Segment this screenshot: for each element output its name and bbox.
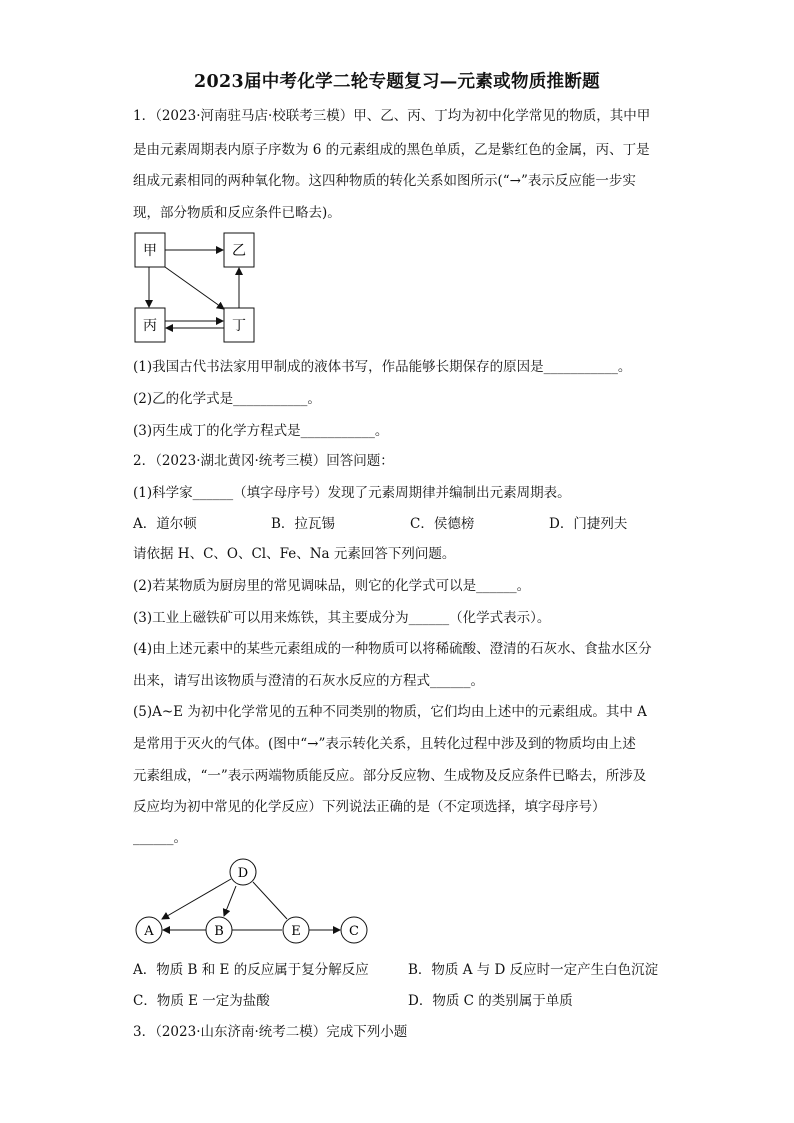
node-d [230, 859, 256, 885]
node-e-label: E [291, 924, 301, 939]
q2-sub-5-line-1: (5)A~E 为初中化学常见的五种不同类别的物质，它们均由上述中的元素组成。其中 A [133, 704, 647, 720]
q2-5-option-a: A．物质 B 和 E 的反应属于复分解反应 [133, 962, 369, 978]
document-title: 2023届中考化学二轮专题复习—元素或物质推断题 [194, 72, 600, 92]
q2-header: 2．（2023·湖北黄冈·统考三模）回答问题： [133, 453, 394, 469]
node-d-label: D [237, 866, 249, 881]
q2-option-c: C．侯德榜 [410, 516, 475, 532]
q1-line-2: 是由元素周期表内原子序数为 6 的元素组成的黑色单质，乙是紫红色的金属，丙、丁是 [133, 142, 650, 158]
q2-sub-3: (3)工业上磁铁矿可以用来炼铁，其主要成分为______（化学式表示）。 [133, 610, 551, 626]
link-d-e [253, 882, 287, 919]
q2-sub-5-line-3: 元素组成，“一”表示两端物质能反应。部分反应物、生成物及反应条件已略去，所涉及 [133, 768, 647, 784]
q2-sub-2: (2)若某物质为厨房里的常见调味品，则它的化学式可以是______。 [133, 578, 531, 594]
arrow-jia-to-ding [165, 267, 224, 309]
box-bing [135, 308, 165, 342]
q1-diagram [125, 226, 265, 346]
node-c [341, 917, 367, 943]
box-jia-label: 甲 [143, 243, 157, 259]
box-yi [224, 233, 254, 267]
box-jia [135, 233, 165, 267]
node-e [283, 917, 309, 943]
q2-5-option-c: C．物质 E 一定为盐酸 [133, 993, 270, 1009]
arrow-d-to-a [162, 879, 231, 919]
q2-sub-5-line-4: 反应均为初中常见的化学反应）下列说法正确的是（不定项选择，填字母序号） [133, 799, 606, 815]
q2-option-d: D．门捷列夫 [549, 516, 628, 532]
q1-sub-1: (1)我国古代书法家用甲制成的液体书写，作品能够长期保存的原因是___________。 [133, 359, 632, 375]
q1-line-4: 现，部分物质和反应条件已略去)。 [133, 205, 341, 221]
q1-sub-3: (3)丙生成丁的化学方程式是___________。 [133, 423, 389, 439]
q2-sub-4-line-1: (4)由上述元素中的某些元素组成的一种物质可以将稀硫酸、澄清的石灰水、食盐水区分 [133, 641, 652, 657]
q1-line-1: 1．（2023·河南驻马店·校联考三模）甲、乙、丙、丁均为初中化学常见的物质，其中甲 [133, 108, 651, 124]
arrow-d-to-b [224, 886, 236, 916]
q2-option-b: B．拉瓦锡 [271, 516, 335, 532]
node-b [206, 917, 232, 943]
q2-option-a: A．道尔顿 [133, 516, 197, 532]
box-ding-label: 丁 [232, 318, 246, 334]
box-bing-label: 丙 [143, 318, 157, 334]
node-c-label: C [349, 924, 359, 939]
node-b-label: B [214, 924, 224, 939]
q2-5-option-d: D．物质 C 的类别属于单质 [408, 993, 573, 1009]
q3-header: 3．（2023·山东济南·统考二模）完成下列小题 [133, 1024, 408, 1040]
q2-sub-4-line-2: 出来，请写出该物质与澄清的石灰水反应的方程式______。 [133, 673, 484, 689]
box-yi-label: 乙 [232, 243, 246, 259]
q1-sub-2: (2)乙的化学式是___________。 [133, 391, 321, 407]
q2-sub-5-line-5: ______。 [133, 830, 187, 846]
q1-line-3: 组成元素相同的两种氧化物。这四种物质的转化关系如图所示(“→”表示反应能一步实 [133, 173, 636, 189]
q2-diagram [125, 852, 385, 952]
q2-hint: 请依据 H、C、O、Cl、Fe、Na 元素回答下列问题。 [133, 546, 456, 562]
q2-sub-1: (1)科学家______（填字母序号）发现了元素周期律并编制出元素周期表。 [133, 485, 571, 501]
q2-sub-5-line-2: 是常用于灭火的气体。(图中“→”表示转化关系，且转化过程中涉及到的物质均由上述 [133, 736, 636, 752]
q2-5-option-b: B．物质 A 与 D 反应时一定产生白色沉淀 [408, 962, 659, 978]
box-ding [224, 308, 254, 342]
node-a-label: A [144, 924, 154, 939]
node-a [136, 917, 162, 943]
